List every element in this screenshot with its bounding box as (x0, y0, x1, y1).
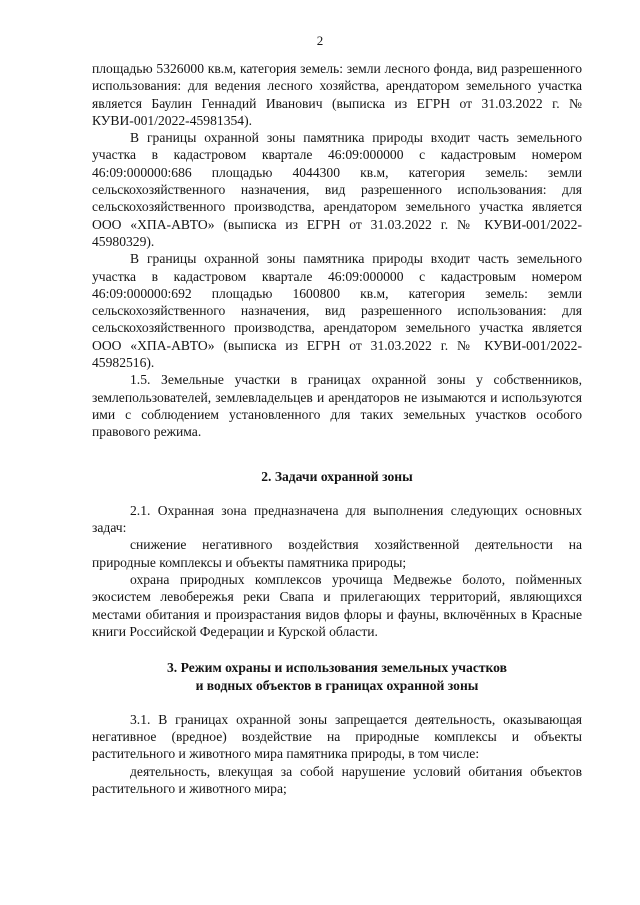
section-3-heading-line-1: 3. Режим охраны и использования земельных участков (167, 660, 507, 676)
paragraph-3-1: 3.1. В границах охранной зоны запрещается деятельность, оказывающая негативное (вредное) воздействие на природные комплексы и объекты растительного и животного мира памятника природы, в том числе: (92, 711, 582, 762)
paragraph-2-1: 2.1. Охранная зона предназначена для выполнения следующих основных задач: (92, 502, 582, 536)
paragraph-1-5: 1.5. Земельные участки в границах охранной зоны у собственников, землепользователей, землевладельцев и арендаторов не изымаются и используются ими с соблюдением установленного для таких земельных участков особого правового режима. (92, 372, 582, 440)
paragraph-land-plot-686: В границы охранной зоны памятника природы входит часть земельного участка в кадастровом квартале 46:09:000000 с кадастровым номером 46:09:000000:686 площадью 4044300 кв.м, категория земель: земли сельскохозяйственного назначения, вид разрешенного использования: для сельскохозяйственного производства, арендатором земельного участка является ООО «ХПА-АВТО» (выписка из ЕГРН от 31.03.2022 г. № КУВИ-001/2022-45980329). (92, 130, 582, 249)
task-item-protection: охрана природных комплексов урочища Медвежье болото, пойменных экосистем левобережья реки Свапа и прилегающих территорий, являющихся местами обитания и произрастания видов флоры и фауны, включённых в Красные книги Российской Федерации и Курской области. (92, 572, 582, 639)
task-item-reduce-impact: снижение негативного воздействия хозяйственной деятельности на природные комплексы и объекты памятника природы; (92, 537, 582, 570)
section-2-heading: 2. Задачи охранной зоны (261, 468, 413, 484)
paragraph-land-plot-692: В границы охранной зоны памятника природы входит часть земельного участка в кадастровом квартале 46:09:000000 с кадастровым номером 46:09:000000:692 площадью 1600800 кв.м, категория земель: земли сельскохозяйственного назначения, вид разрешенного использования: для сельскохозяйственного производства, арендатором земельного участка является ООО «ХПА-АВТО» (выписка из ЕГРН от 31.03.2022 г. № КУВИ-001/2022-45982516). (92, 251, 582, 371)
prohibited-item-habitat: деятельность, влекущая за собой нарушение условий обитания объектов растительного и животного мира; (92, 763, 582, 796)
document-body (92, 60, 582, 797)
paragraph-land-plot-forest: площадью 5326000 кв.м, категория земель: земли лесного фонда, вид разрешенного использования: для ведения лесного хозяйства, арендатором земельного участка является Баулин Геннадий Иванович (выписка из ЕГРН от 31.03.2022 г. № КУВИ-001/2022-45981354). (92, 61, 582, 128)
page-number: 2 (316, 33, 324, 48)
section-3-heading (92, 659, 582, 694)
section-3-heading-line-2: и водных объектов в границах охранной зоны (195, 677, 479, 693)
